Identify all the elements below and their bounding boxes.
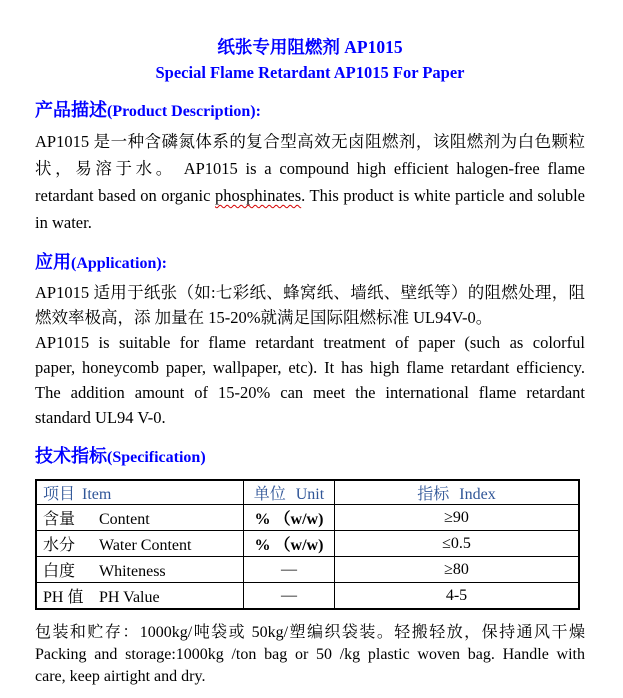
spec-item-en: PH Value — [99, 589, 160, 606]
spec-unit-cell: — — [243, 557, 334, 583]
packing-line-1: 包装和贮存：1000kg/吨袋或 50kg/塑编织袋装。轻搬轻放，保持通风干燥 — [35, 624, 585, 641]
application-line-1: AP1015 适用于纸张（如:七彩纸、蜂窝纸、墙纸、壁纸等）的阻燃处理，阻 — [35, 283, 585, 302]
spec-item-en: Whiteness — [99, 563, 166, 580]
specification-heading-en: (Specification) — [107, 449, 206, 466]
spec-item-cell — [36, 583, 243, 610]
spec-header-unit-en: Unit — [295, 486, 325, 503]
specification-table — [35, 479, 580, 610]
spec-header-index-cn: 指标 — [417, 486, 450, 503]
spec-index-cell: ≤0.5 — [334, 531, 579, 557]
spec-index-cell: 4-5 — [334, 583, 579, 610]
section-heading-product-description — [35, 98, 585, 124]
spec-header-item-en: Item — [82, 486, 112, 503]
application-line-5: The addition amount of 15-20% can meet the international flame retardant — [35, 383, 585, 402]
spec-unit-cell: — — [243, 583, 334, 610]
spec-item-cell — [36, 531, 243, 557]
section-heading-specification — [35, 444, 585, 470]
packing-storage-paragraph — [35, 622, 585, 688]
application-heading-cn: 应用 — [35, 252, 71, 272]
spec-item-en: Water Content — [99, 537, 192, 554]
description-line-4: in water. — [35, 213, 92, 232]
description-line-2: 状，易溶于水。 AP1015 is a compound high efficient halogen-free flame — [35, 159, 585, 178]
product-description-heading-cn: 产品描述 — [35, 100, 107, 120]
application-line-2: 燃效率极高，添 加量在 15-20%就满足国际阻燃标准 UL94V-0。 — [35, 308, 493, 327]
spec-header-unit — [243, 480, 334, 505]
spec-table-row-ph — [36, 583, 579, 610]
spec-table-header-row — [36, 480, 579, 505]
document-title-cn: 纸张专用阻燃剂 AP1015 — [217, 37, 403, 57]
product-description-heading-en: (Product Description): — [107, 103, 261, 120]
description-line-1: AP1015 是一种含磷氮体系的复合型高效无卤阻燃剂，该阻燃剂为白色颗粒 — [35, 132, 585, 151]
spec-index-cell: ≥90 — [334, 505, 579, 531]
application-paragraph — [35, 280, 585, 430]
misspelled-word: phosphinates — [214, 186, 302, 205]
spec-item-cell — [36, 557, 243, 583]
spec-item-cell — [36, 505, 243, 531]
packing-line-2: Packing and storage:1000kg /ton bag or 50 /kg plastic woven bag. Handle with — [35, 646, 585, 663]
spec-header-index-en: Index — [459, 486, 496, 503]
specification-heading-cn: 技术指标 — [35, 446, 107, 466]
packing-line-3: care, keep airtight and dry. — [35, 668, 206, 685]
spec-header-unit-cn: 单位 — [253, 486, 286, 503]
document-title-en: Special Flame Retardant AP1015 For Paper — [155, 63, 465, 82]
spec-header-index — [334, 480, 579, 505]
spec-header-item-cn: 项目 — [43, 486, 76, 503]
spec-unit-cell: % （w/w) — [243, 505, 334, 531]
spec-table-row-water — [36, 531, 579, 557]
application-line-4: paper, honeycomb paper, wallpaper, etc). It has high flame retardant efficiency. — [35, 358, 585, 377]
description-line-3 — [35, 182, 585, 209]
spec-item-cn: 水分 — [43, 537, 76, 554]
description-line-3-before: retardant based on organic — [35, 186, 215, 205]
spec-item-cn: 含量 — [43, 511, 76, 528]
spec-header-item — [36, 480, 243, 505]
spec-table-row-content — [36, 505, 579, 531]
section-heading-application — [35, 250, 585, 276]
spec-index-cell: ≥80 — [334, 557, 579, 583]
application-line-3: AP1015 is suitable for flame retardant treatment of paper (such as colorful — [35, 333, 585, 352]
spec-item-en: Content — [99, 511, 150, 528]
application-line-6: standard UL94 V-0. — [35, 408, 166, 427]
application-heading-en: (Application): — [71, 255, 167, 272]
spec-item-cn: PH 值 — [43, 589, 84, 606]
spec-table-row-whiteness — [36, 557, 579, 583]
spec-item-cn: 白度 — [43, 563, 76, 580]
spec-unit-cell: % （w/w) — [243, 531, 334, 557]
description-line-3-after: . This product is white particle and soluble — [301, 186, 586, 205]
product-description-paragraph — [35, 128, 585, 236]
